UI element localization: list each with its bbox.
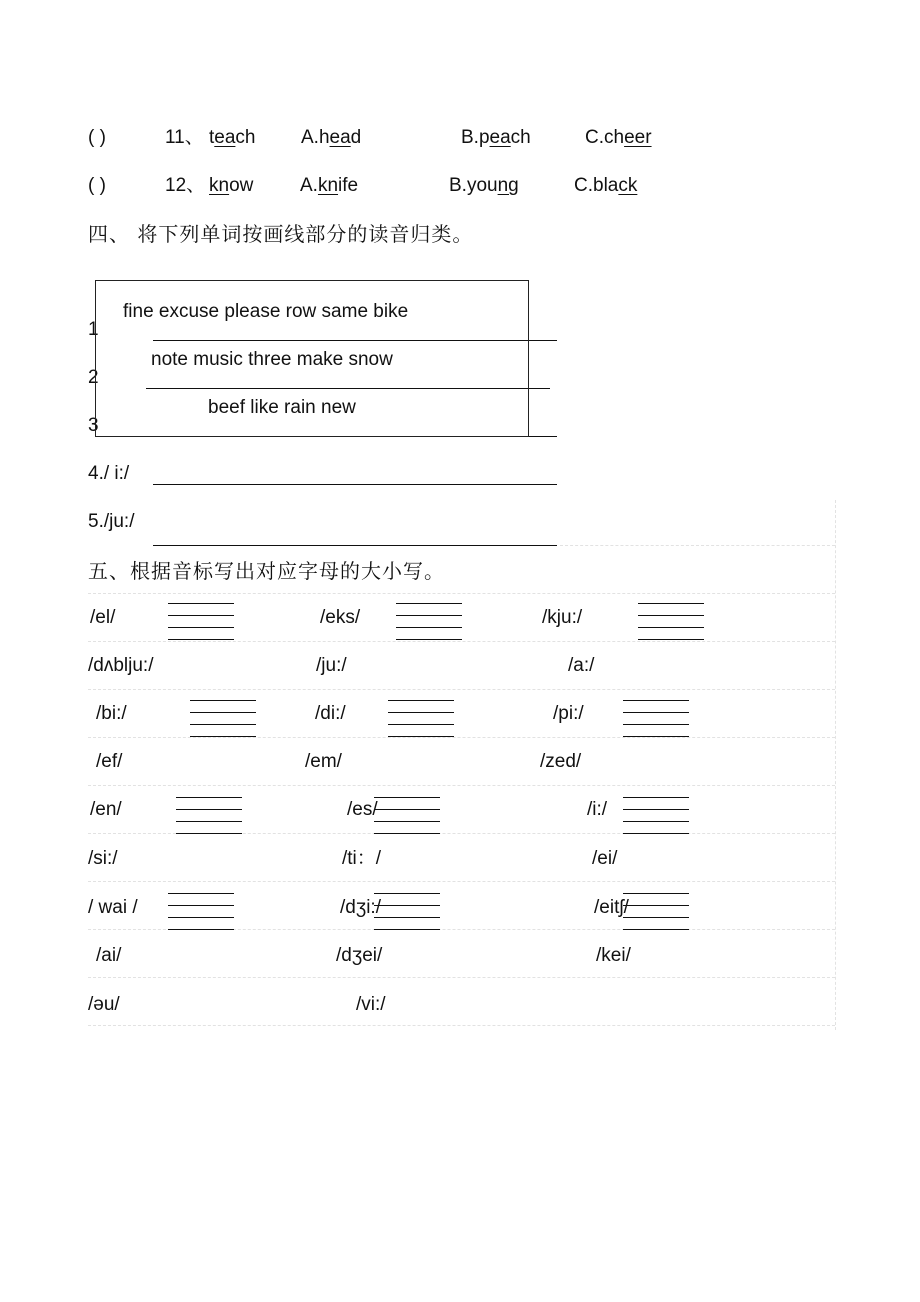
word-box-row-2: note music three make snow (151, 349, 393, 370)
grid-line (88, 785, 835, 786)
answer-line-5[interactable] (153, 545, 557, 546)
phonetic-ef: /ef/ (96, 751, 123, 772)
word-box-row-1: fine excuse please row same bike (123, 301, 409, 322)
item-label-3: 3 (88, 415, 99, 436)
phonetic-ei: /ei/ (592, 848, 618, 869)
phonetic-dzi: /dʒi:/ (340, 897, 381, 918)
grid-edge (835, 500, 836, 1030)
phonetic-ju: /ju:/ (316, 655, 347, 676)
grid-line (88, 641, 835, 642)
phonetic-a: /a:/ (568, 655, 595, 676)
phonetic-en: /en/ (90, 799, 122, 820)
stem-word: know (209, 175, 254, 196)
letter-writing-lines[interactable] (374, 797, 440, 833)
phonetic-el: /el/ (90, 607, 116, 628)
letter-writing-lines[interactable] (623, 700, 689, 736)
phonetic-em: /em/ (305, 751, 342, 772)
option-a[interactable]: A.knife (300, 175, 359, 196)
grid-line (88, 881, 835, 882)
phonetic-pi: /pi:/ (553, 703, 584, 724)
phonetic-kju: /kju:/ (542, 607, 583, 628)
answer-paren[interactable]: ( ) (88, 175, 106, 196)
letter-writing-lines[interactable] (168, 893, 234, 929)
grid-line (88, 593, 835, 594)
phonetic-dzei: /dʒei/ (336, 945, 383, 966)
question-number: 12、 (165, 175, 206, 196)
phonetic-kei: /kei/ (596, 945, 631, 966)
option-c[interactable]: C.black (574, 175, 638, 196)
answer-line-4[interactable] (153, 484, 557, 485)
item-label-5: 5./ju:/ (88, 511, 135, 532)
grid-line (88, 977, 835, 978)
phonetic-si: /si:/ (88, 848, 118, 869)
letter-writing-lines[interactable] (623, 797, 689, 833)
phonetic-eks: /eks/ (320, 607, 361, 628)
item-label-4: 4./ i:/ (88, 463, 130, 484)
section-5-heading: 五、根据音标写出对应字母的大小写。 (88, 559, 445, 583)
phonetic-double-u: /dʌblju:/ (88, 655, 154, 676)
grid-line (88, 737, 835, 738)
option-a[interactable]: A.head (301, 127, 362, 148)
letter-writing-lines[interactable] (623, 893, 689, 929)
answer-paren[interactable]: ( ) (88, 127, 106, 148)
section-4-heading: 四、 将下列单词按画线部分的读音归类。 (88, 222, 474, 246)
phonetic-bi: /bi:/ (96, 703, 127, 724)
phonetic-ou: /əu/ (88, 994, 120, 1015)
item-label-1: 1 (88, 319, 99, 340)
item-label-2: 2 (88, 367, 99, 388)
phonetic-vi: /vi:/ (356, 994, 386, 1015)
phonetic-di: /di:/ (315, 703, 346, 724)
option-c[interactable]: C.cheer (585, 127, 652, 148)
option-b[interactable]: B.peach (461, 127, 531, 148)
phonetic-wai: / wai / (88, 897, 138, 918)
letter-writing-lines[interactable] (388, 700, 454, 736)
letter-writing-lines[interactable] (374, 893, 440, 929)
phonetic-ai: /ai/ (96, 945, 122, 966)
grid-line (560, 545, 835, 546)
phonetic-i: /i:/ (587, 799, 608, 820)
letter-writing-lines[interactable] (396, 603, 462, 639)
option-b[interactable]: B.young (449, 175, 519, 196)
letter-writing-lines[interactable] (190, 700, 256, 736)
phonetic-ti: /ti：/ (342, 848, 382, 869)
letter-writing-lines[interactable] (638, 603, 704, 639)
letter-writing-lines[interactable] (176, 797, 242, 833)
question-number: 11、 (165, 127, 204, 148)
phonetic-zed: /zed/ (540, 751, 582, 772)
stem-word: teach (209, 127, 256, 148)
word-box-row-3: beef like rain new (208, 397, 356, 418)
grid-line (88, 1025, 835, 1026)
phonetic-eitsh: /eitʃ/ (594, 897, 629, 918)
grid-line (88, 689, 835, 690)
letter-writing-lines[interactable] (168, 603, 234, 639)
phonetic-es: /es/ (347, 799, 378, 820)
